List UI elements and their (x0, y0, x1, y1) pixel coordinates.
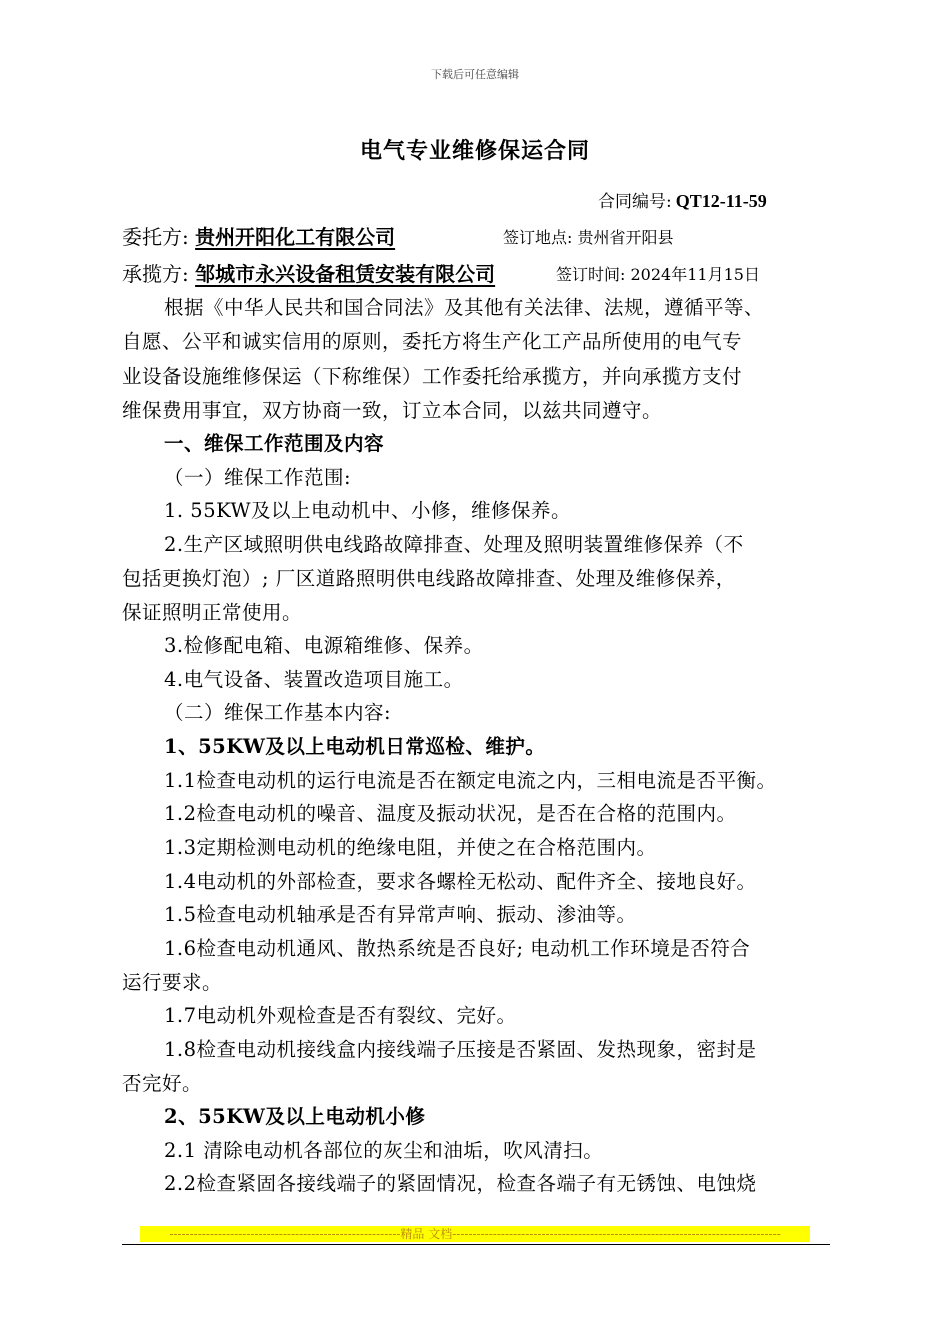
body-line: 2.2检查紧固各接线端子的紧固情况，检查各端子有无锈蚀、电蚀烧 (164, 1172, 757, 1195)
sign-place-value: 贵州省开阳县 (577, 228, 674, 247)
body-line: 1.6检查电动机通风、散热系统是否良好; 电动机工作环境是否符合 (164, 937, 751, 960)
contract-number-value: QT12-11-59 (675, 191, 767, 211)
body-line: 1.5检查电动机轴承是否有异常声响、振动、渗油等。 (164, 903, 637, 926)
body-line: 1.4电动机的外部检查，要求各螺栓无松动、配件齐全、接地良好。 (164, 870, 757, 893)
body-line: 1.7电动机外观检查是否有裂纹、完好。 (164, 1004, 517, 1027)
sign-time-label: 签订时间: (556, 265, 626, 284)
body-line: 1.1检查电动机的运行电流是否在额定电流之内，三相电流是否平衡。 (164, 769, 777, 792)
header-note: 下载后可任意编辑 (431, 68, 519, 81)
subsection-heading: （一）维保工作范围: (164, 466, 352, 489)
body-line: 根据《中华人民共和国合同法》及其他有关法律、法规，遵循平等、 (164, 296, 765, 319)
subsection-heading: （二）维保工作基本内容: (164, 701, 392, 724)
item-heading: 1、55KW及以上电动机日常巡检、维护。 (164, 735, 546, 758)
footer-rule (122, 1244, 830, 1245)
client-row (122, 221, 395, 250)
contractor-name: 邹城市永兴设备租赁安装有限公司 (195, 262, 496, 286)
footer-banner: ---------------------------------------------------------精品 文档--------------------------------------------------------------------------------- (140, 1226, 810, 1242)
sign-time (556, 262, 760, 285)
client-name: 贵州开阳化工有限公司 (195, 225, 396, 249)
body-line: 2.1 清除电动机各部位的灰尘和油垢，吹风清扫。 (164, 1139, 604, 1162)
body-line: 4.电气设备、装置改造项目施工。 (164, 668, 464, 691)
client-label: 委托方: (122, 225, 189, 249)
body-line: 自愿、公平和诚实信用的原则，委托方将生产化工产品所使用的电气专 (122, 330, 743, 353)
sign-place-label: 签订地点: (503, 228, 573, 247)
contractor-row (122, 258, 495, 287)
sign-place (503, 225, 674, 248)
sign-time-value: 2024年11月15日 (630, 265, 760, 284)
contract-number (598, 187, 767, 212)
section-heading: 一、维保工作范围及内容 (164, 432, 385, 455)
body-line: 否完好。 (122, 1072, 203, 1095)
body-line: 包括更换灯泡）; 厂区道路照明供电线路故障排查、处理及维修保养， (122, 567, 736, 590)
body-line: 业设备设施维修保运（下称维保）工作委托给承揽方，并向承揽方支付 (122, 365, 743, 388)
body-line: 1.3定期检测电动机的绝缘电阻，并使之在合格范围内。 (164, 836, 657, 859)
body-line: 保证照明正常使用。 (122, 601, 303, 624)
item-heading: 2、55KW及以上电动机小修 (164, 1105, 426, 1128)
contractor-label: 承揽方: (122, 262, 189, 286)
body-line: 3.检修配电箱、电源箱维修、保养。 (164, 634, 484, 657)
body-line: 1.8检查电动机接线盒内接线端子压接是否紧固、发热现象，密封是 (164, 1038, 757, 1061)
document-title: 电气专业维修保运合同 (359, 138, 590, 164)
body-line: 2.生产区域照明供电线路故障排查、处理及照明装置维修保养（不 (164, 533, 744, 556)
contract-number-label: 合同编号: (598, 192, 672, 212)
body-line: 维保费用事宜，双方协商一致，订立本合同，以兹共同遵守。 (122, 399, 663, 422)
body-line: 1. 55KW及以上电动机中、小修，维修保养。 (164, 499, 572, 522)
body-line: 1.2检查电动机的噪音、温度及振动状况，是否在合格的范围内。 (164, 802, 737, 825)
body-line: 运行要求。 (122, 971, 223, 994)
